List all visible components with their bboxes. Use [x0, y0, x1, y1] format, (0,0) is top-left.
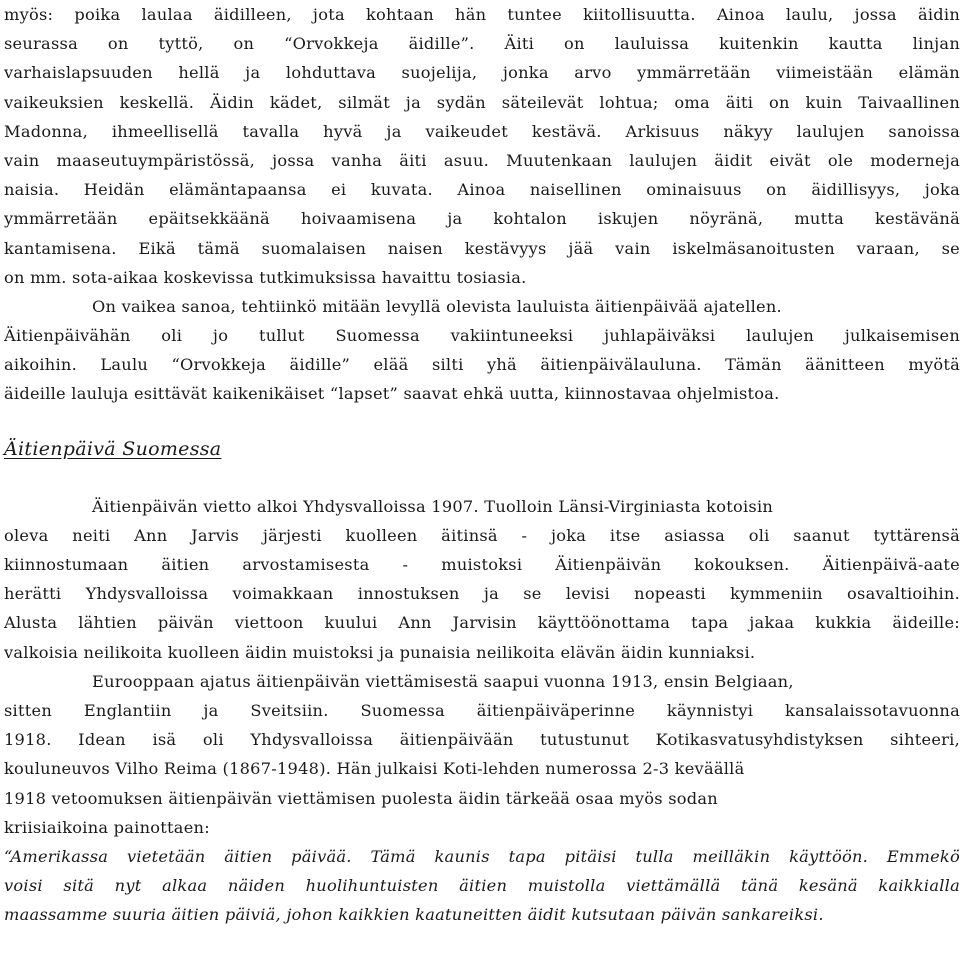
section-heading: Äitienpäivä Suomessa — [4, 437, 222, 460]
paragraph-mothers-day-songs — [4, 292, 960, 409]
text-line: kouluneuvos Vilho Reima (1867-1948). Hän julkaisi Koti-lehden numerossa 2-3 keväällä — [4, 759, 745, 779]
text-line: 1918. Idean isä oli Yhdysvalloissa äitienpäivään tutustunut Kotikasvatusyhdistyksen sihteeri, — [4, 730, 960, 750]
text-line: sitten Englantiin ja Sveitsiin. Suomessa äitienpäiväperinne käynnistyi kansalaissotavuonna — [4, 700, 960, 720]
quote-line: “Amerikassa vietetään äitien päivää. Tämä kaunis tapa pitäisi tulla meilläkin käyttöön. Emmekö — [4, 846, 960, 866]
text-line: Madonna, ihmeellisellä tavalla hyvä ja vaikeudet kestävä. Arkisuus näkyy laulujen sanoissa — [4, 121, 960, 141]
paragraph-mothers-in-songs — [4, 0, 960, 292]
text-line: on mm. sota-aikaa koskevissa tutkimuksissa havaittu tosiasia. — [4, 267, 527, 287]
text-line: myös: poika laulaa äidilleen, jota kohtaan hän tuntee kiitollisuutta. Ainoa laulu, jossa äidin — [4, 5, 960, 24]
quote-line: voisi sitä nyt alkaa näiden huolihuntuisten äitien muistolla viettämällä tänä kesänä kaikkialla — [4, 876, 960, 896]
quote-line: maassamme suuria äitien päiviä, johon kaikkien kaatuneitten äidit kutsutaan päivän sankareiksi. — [4, 905, 824, 925]
text-line: valkoisia neilikoita kuolleen äidin muistoksi ja punaisia neilikoita elävän äidin kunniaksi. — [4, 642, 756, 662]
text-line: kantamisena. Eikä tämä suomalaisen naisen kestävyys jää vain iskelmäsanoitusten varaan, se — [4, 238, 960, 258]
text-line: herätti Yhdysvalloissa voimakkaan innostuksen ja se levisi nopeasti kymmeniin osavaltioihin. — [4, 584, 960, 604]
text-line: kiinnostumaan äitien arvostamisesta - muistoksi Äitienpäivän kokouksen. Äitienpäivä-aate — [4, 555, 960, 574]
quotation — [4, 842, 960, 930]
document-page — [4, 0, 960, 929]
text-line: vaikeuksien keskellä. Äidin kädet, silmät ja sydän säteilevät lohtua; oma äiti on kuin Taivaallinen — [4, 92, 960, 112]
text-line: On vaikea sanoa, tehtiinkö mitään levyllä olevista lauluista äitienpäivää ajatellen. — [92, 296, 782, 316]
text-line: varhaislapsuuden hellä ja lohduttava suojelija, jonka arvo ymmärretään viimeistään elämän — [4, 63, 960, 83]
text-line: kriisiaikoina painottaen: — [4, 817, 210, 837]
text-line: vain maaseutuympäristössä, jossa vanha äiti asuu. Muutenkaan laulujen äidit eivät ole moderneja — [4, 150, 960, 170]
text-line: ymmärretään epäitsekkäänä hoivaamisena ja kohtalon iskujen nöyränä, mutta kestävänä — [4, 209, 960, 229]
text-line: Äitienpäivän vietto alkoi Yhdysvalloissa 1907. Tuolloin Länsi-Virginiasta kotoisin — [92, 496, 774, 516]
paragraph-mothers-day-finland — [4, 667, 960, 842]
text-line: Äitienpäivähän oli jo tullut Suomessa vakiintuneeksi juhlapäiväksi laulujen julkaisemisen — [4, 326, 960, 346]
text-line: aikoihin. Laulu “Orvokkeja äidille” elää silti yhä äitienpäivälauluna. Tämän äänitteen myötä — [4, 355, 960, 375]
text-line: Alusta lähtien päivän viettoon kuului Ann Jarvisin käyttöönottama tapa jakaa kukkia äideille: — [4, 613, 960, 633]
text-line: äideille lauluja esittävät kaikenikäiset “lapset” saavat ehkä uutta, kiinnostavaa ohjelmistoa. — [4, 384, 780, 404]
text-line: 1918 vetoomuksen äitienpäivän viettämisen puolesta äidin tärkeää osaa myös sodan — [4, 788, 718, 808]
text-line: naisia. Heidän elämäntapaansa ei kuvata. Ainoa naisellinen ominaisuus on äidillisyys, joka — [4, 180, 960, 200]
text-line: seurassa on tyttö, on “Orvokkeja äidille”. Äiti on lauluissa kuitenkin kautta linjan — [4, 34, 960, 54]
paragraph-mothers-day-origin — [4, 492, 960, 667]
text-line: Eurooppaan ajatus äitienpäivän viettämisestä saapui vuonna 1913, ensin Belgiaan, — [92, 671, 794, 691]
text-line: oleva neiti Ann Jarvis järjesti kuolleen äitinsä - joka itse asiassa oli saanut tyttärensä — [4, 525, 960, 545]
